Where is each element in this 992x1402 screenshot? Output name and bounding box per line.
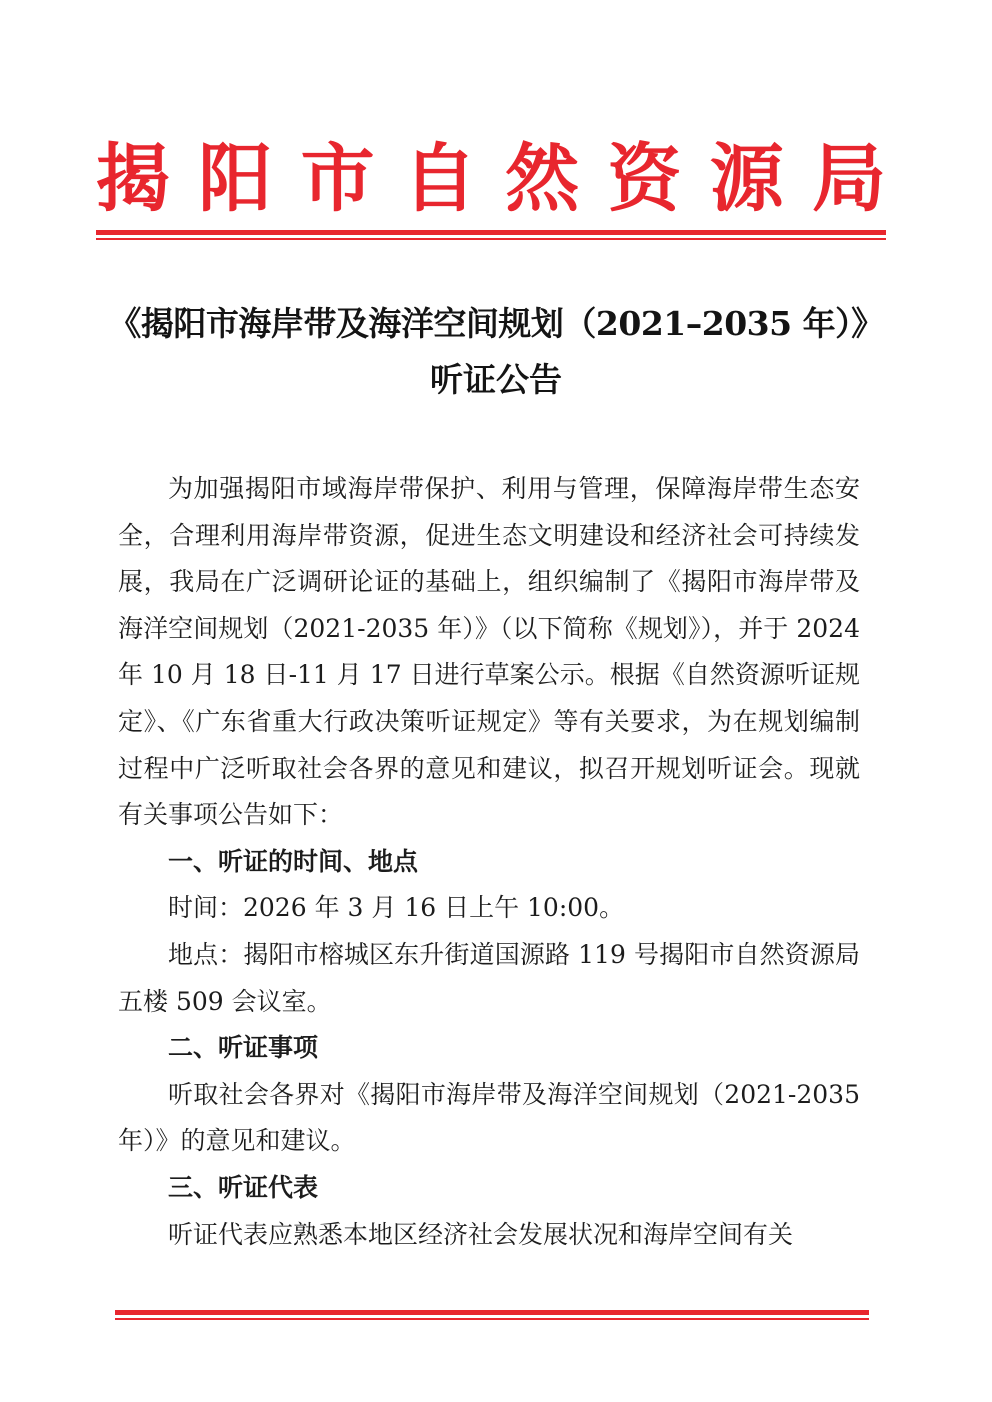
header-char: 源	[709, 136, 784, 222]
notice-title-line1: 《揭阳市海岸带及海洋空间规划（2021–2035 年）》	[108, 304, 884, 343]
header-char: 然	[505, 136, 580, 222]
section-heading-representatives: 三、听证代表	[168, 1172, 319, 1202]
issuing-authority-header	[96, 134, 886, 224]
intro-paragraph: 为加强揭阳市域海岸带保护、利用与管理，保障海岸带生态安全，合理利用海岸带资源，促进生态文明建设和经济社会可持续发展，我局在广泛调研论证的基础上，组织编制了《揭阳市海岸带及海洋空间规划（2021-2035 年）》（以下简称《规划》），并于 2024 年 10 月 18 日-11 月 17 日进行草案公示。根据《自然资源听证规定》、《广东省重大行政决策听证规定》等有关要求，为在规划编制过程中广泛听取社会各界的意见和建议，拟召开规划听证会。现就有关事项公告如下：	[118, 474, 860, 830]
header-char: 局	[811, 136, 886, 222]
section-heading-matters: 二、听证事项	[168, 1033, 319, 1063]
section-heading-time-place: 一、听证的时间、地点	[168, 846, 419, 876]
representatives-paragraph: 听证代表应熟悉本地区经济社会发展状况和海岸空间有关	[168, 1219, 794, 1249]
header-red-rule	[96, 230, 886, 240]
header-char: 揭	[96, 136, 170, 222]
header-char: 阳	[198, 136, 273, 222]
hearing-time: 时间：2026 年 3 月 16 日上午 10:00。	[168, 893, 625, 923]
notice-title-line2: 听证公告	[430, 360, 562, 399]
header-char: 市	[300, 136, 375, 222]
notice-body	[118, 466, 860, 1258]
footer-red-rule	[115, 1310, 869, 1320]
hearing-matter: 听取社会各界对《揭阳市海岸带及海洋空间规划（2021-2035 年）》的意见和建议。	[118, 1079, 860, 1156]
header-char: 自	[402, 136, 477, 222]
header-char: 资	[607, 136, 682, 222]
hearing-location: 地点：揭阳市榕城区东升街道国源路 119 号揭阳市自然资源局五楼 509 会议室。	[118, 939, 860, 1016]
